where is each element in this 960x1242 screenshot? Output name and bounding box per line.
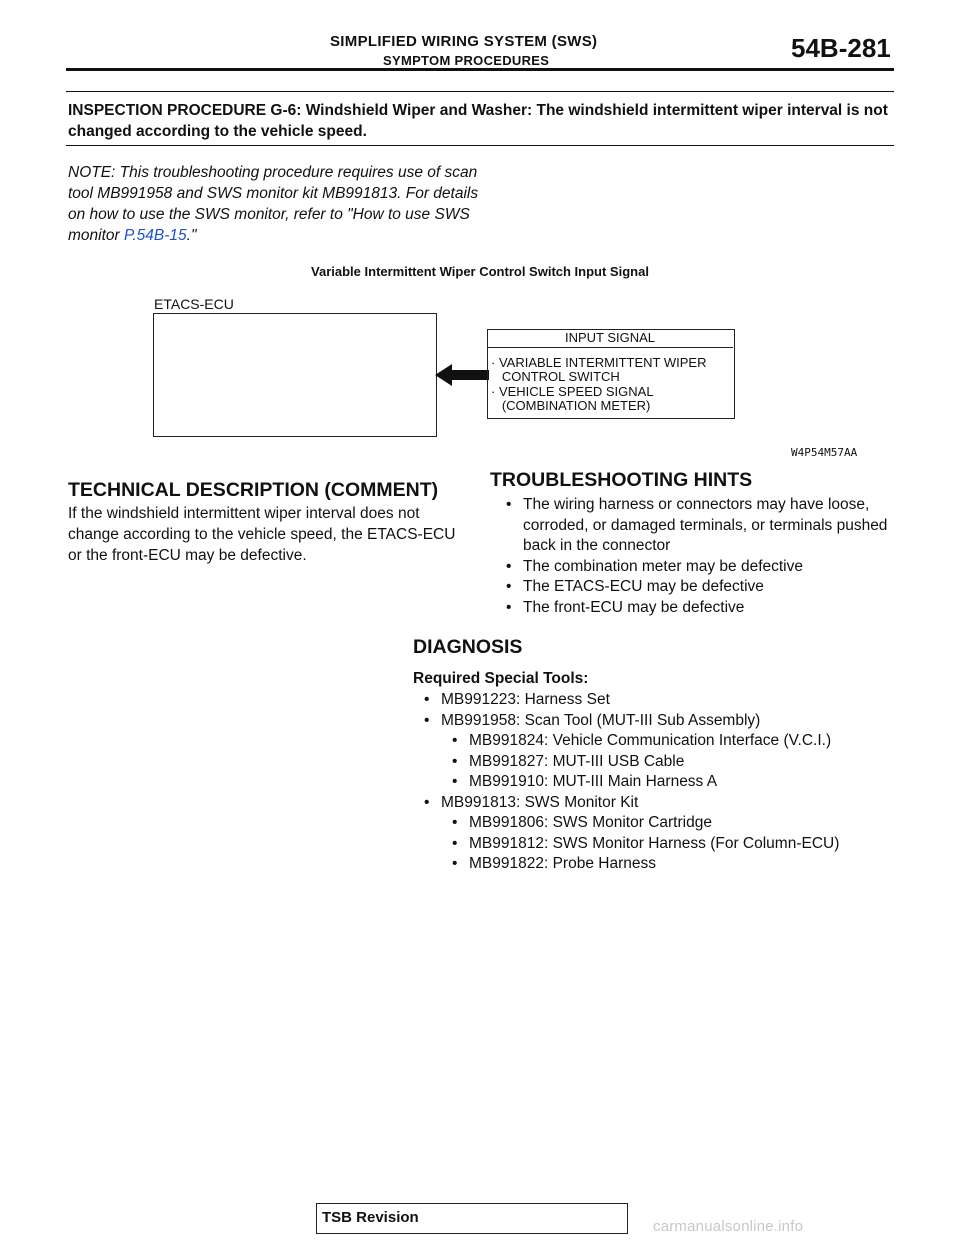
bullet-icon: • [452,834,458,852]
signal-item: · VARIABLE INTERMITTENT WIPER CONTROL SWITCH [491,355,707,384]
list-item [502,557,892,578]
technical-body: If the windshield intermittent wiper interval does not change according to the vehicle speed, the ETACS-ECU or the front-ECU may be defective. [68,505,456,564]
ecu-box [153,313,437,437]
inspection-title: INSPECTION PROCEDURE G-6: Windshield Wiper and Washer: The windshield intermittent wiper interval is not changed according to the vehicle speed. [68,102,888,140]
hints-list [502,495,892,618]
input-signal-header: INPUT SIGNAL [487,329,733,348]
list-item-text: The front-ECU may be defective [523,598,745,616]
list-item-text: The combination meter may be defective [523,557,803,575]
bullet-icon: • [424,711,430,729]
bullet-icon: • [424,793,430,811]
bullet-icon: • [452,732,458,749]
list-item-text: MB991812: SWS Monitor Harness (For Column-ECU) [469,834,840,852]
signal-item: · VEHICLE SPEED SIGNAL (COMBINATION METER) [491,384,654,413]
bullet-icon: • [452,855,458,872]
list-item [448,731,900,752]
tsb-revision-label: TSB Revision [322,1209,419,1226]
bullet-icon: • [452,773,458,790]
note-suffix: ." [186,227,197,244]
figure-caption: Variable Intermittent Wiper Control Switch Input Signal [311,264,649,279]
list-item-text: MB991806: SWS Monitor Cartridge [469,814,712,831]
bullet-icon: • [424,691,430,708]
list-item-text: MB991822: Probe Harness [469,855,656,872]
list-item [448,752,900,773]
reference-link[interactable]: P.54B-15 [124,227,187,244]
list-item [448,772,900,793]
bullet-icon: • [506,557,512,575]
list-item-text: MB991958: Scan Tool (MUT-III Sub Assembly) [441,711,761,729]
bullet-icon: • [452,814,458,831]
note-paragraph [68,162,488,246]
list-item-text: MB991910: MUT-III Main Harness A [469,773,718,790]
watermark: carmanualsonline.info [653,1218,804,1235]
list-item-text: MB991827: MUT-III USB Cable [469,752,685,770]
bullet-icon: • [506,578,512,595]
list-item-text: MB991813: SWS Monitor Kit [441,793,639,811]
header-rule [66,68,894,71]
list-item [420,711,900,732]
list-item-text: MB991223: Harness Set [441,691,610,708]
tools-list [420,690,900,875]
section-title: SIMPLIFIED WIRING SYSTEM (SWS) [330,33,598,50]
list-item-text: The wiring harness or connectors may have loose, corroded, or damaged terminals, or terminals pushed back in the connector [523,496,888,554]
bullet-icon: • [506,598,512,616]
list-item [448,854,900,875]
list-item [420,690,900,711]
list-item [420,793,900,814]
list-item-text: MB991824: Vehicle Communication Interface (V.C.I.) [469,732,832,749]
diagnosis-heading: DIAGNOSIS [413,636,523,658]
list-item [448,813,900,834]
note-text: NOTE: This troubleshooting procedure requires use of scan tool MB991958 and SWS monitor kit MB991813. For details on how to use the SWS monitor, refer to "How to use SWS monitor [68,164,479,244]
list-item [448,834,900,855]
section-subtitle: SYMPTOM PROCEDURES [383,53,550,68]
page-number: 54B-281 [791,33,891,63]
figure-code: W4P54M57AA [791,446,858,459]
required-tools-label: Required Special Tools: [413,670,589,687]
list-item [502,495,892,557]
technical-heading: TECHNICAL DESCRIPTION (COMMENT) [68,479,439,501]
list-item [502,598,892,619]
ecu-label: ETACS-ECU [154,296,234,312]
inspection-rule-top [66,91,894,92]
list-item-text: The ETACS-ECU may be defective [523,578,764,595]
bullet-icon: • [506,496,512,513]
list-item [502,577,892,598]
inspection-rule-bottom [66,145,894,146]
bullet-icon: • [452,752,458,770]
hints-heading: TROUBLESHOOTING HINTS [490,469,753,491]
signal-arrow-icon [434,362,490,388]
